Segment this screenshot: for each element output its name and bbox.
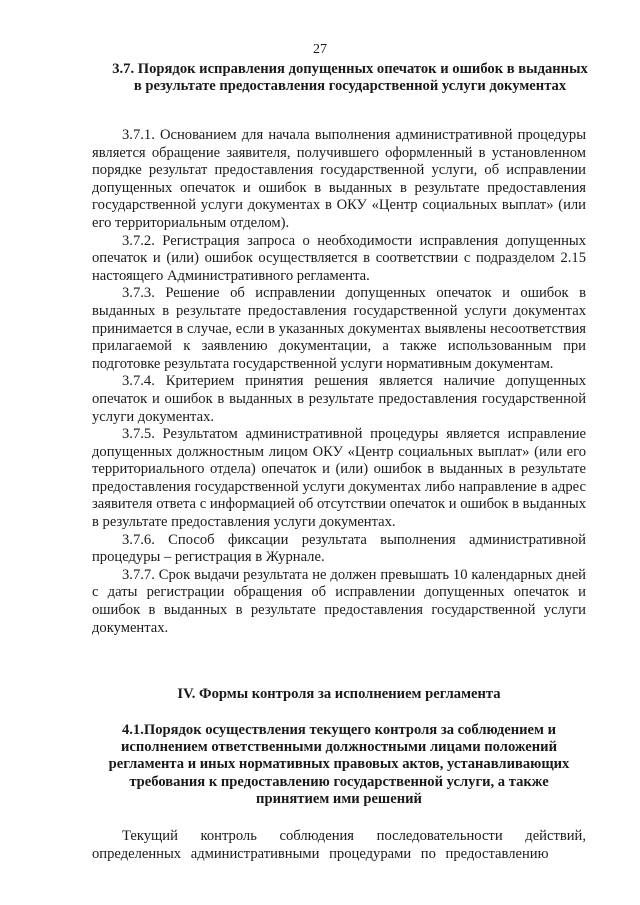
section-3-7-body [92,127,586,637]
section-IV-title: IV. Формы контроля за исполнением регламента [177,686,501,702]
paragraph-3-7-3: 3.7.3. Решение об исправлении допущенных опечаток и ошибок в выданных в результате предоставления государственной услуги документах принимается в случае, если в указанных документах выявлены несоответствия прилагаемой к заявлению документации, а также использованным при подготовке результата государственной услуги нормативным документам. [92,285,586,372]
page-number: 27 [313,42,327,57]
paragraph-3-7-1: 3.7.1. Основанием для начала выполнения административной процедуры является обращение заявителя, получившего оформленный в установленном порядке результат предоставления государственной услуги, об исправлении допущенных опечаток и ошибок в выданных в результате предоставления государственной услуги документах в ОКУ «Центр социальных выплат» (или его территориальным отделом). [92,127,586,231]
section-4-1-body [92,828,586,863]
paragraph-3-7-4: 3.7.4. Критерием принятия решения является наличие допущенных опечаток и ошибок в выданных в результате предоставления государственной услуги документах. [92,373,586,425]
paragraph-3-7-2: 3.7.2. Регистрация запроса о необходимости исправления допущенных опечаток и (или) ошибок осуществляется в соответствии с подразделом 2.15 настоящего Административного регламента. [92,232,586,284]
section-4-1-title: 4.1.Порядок осуществления текущего контроля за соблюдением и исполнением ответственными должностными лицами положений регламента и иных нормативных правовых актов, устанавливающих требования к предоставлению государственной услуги, а также принятием ими решений [108,722,570,807]
section-3-7-title: 3.7. Порядок исправления допущенных опечаток и ошибок в выданных в результате предоставления государственной услуги документах [112,61,588,95]
paragraph-3-7-7: 3.7.7. Срок выдачи результата не должен превышать 10 календарных дней с даты регистрации обращения об исправлении допущенных опечаток и ошибок в выданных в результате предоставления государственной услуги документах. [92,566,586,636]
paragraph-3-7-6: 3.7.6. Способ фиксации результата выполнения административной процедуры – регистрация в Журнале. [92,531,586,566]
paragraph-3-7-5: 3.7.5. Результатом административной процедуры является исправление допущенных должностным лицом ОКУ «Центр социальных выплат» (или его территориального отдела) опечаток и (или) ошибок в выданных в результате предоставления государственной услуги документах либо направление в адрес заявителя ответа с информацией об отсутствии опечаток и ошибок в выданных в результате предоставления услуги документах. [92,426,586,531]
paragraph-4-1-1: Текущий контроль соблюдения последовательности действий, определенных административными процедурами по предоставлению [92,828,586,862]
